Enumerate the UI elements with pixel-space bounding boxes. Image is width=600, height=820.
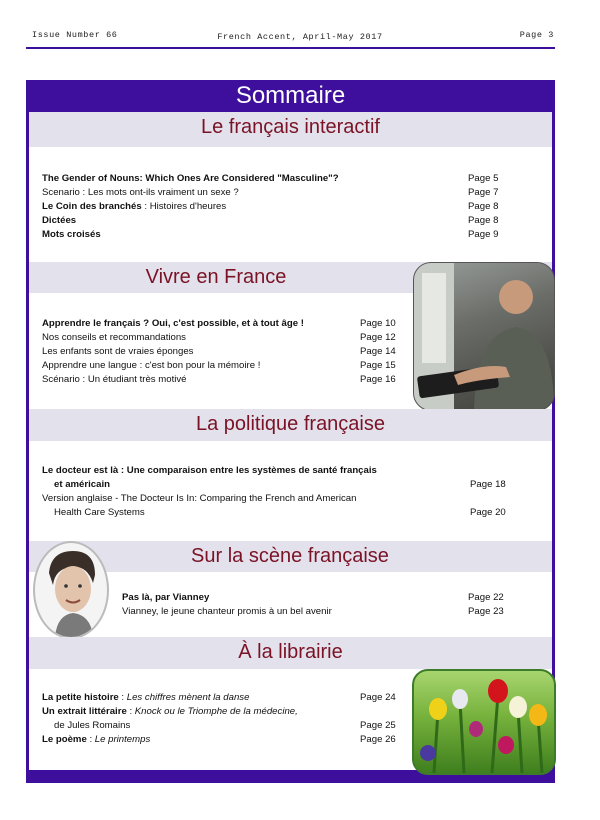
toc-item-title: Nos conseils et recommandations [42,332,186,343]
page-number: Page 3 [519,30,554,40]
toc-item-title [42,706,298,717]
toc-item-page: Page 9 [468,229,499,240]
toc-item-title-continued: et américain [54,479,110,490]
toc-item-page: Page 18 [470,479,506,490]
toc-item-page: Page 16 [360,374,396,385]
toc-item-page: Page 8 [468,215,499,226]
toc-item-title: Dictées [42,215,77,226]
section-title: Le français interactif [201,116,380,138]
contents-title: Sommaire [235,82,346,109]
toc-item-title [42,734,150,745]
toc-item-rest: : Histoires d'heures [141,201,227,212]
toc-item-page: Page 8 [468,201,499,212]
toc-item-bold: Le Coin des branchés [42,201,142,212]
section-title: Sur la scène française [191,545,389,567]
toc-item-italic: Les chiffres mènent la danse [126,692,250,703]
toc-item-rest: : [118,692,127,703]
toc-item-page: Page 7 [468,187,499,198]
section-title: À la librairie [238,641,343,663]
toc-item-page: Page 15 [360,360,396,371]
toc-item-page: Page 10 [360,318,396,329]
toc-item-rest: : [126,706,135,717]
toc-item-page: Page 5 [468,173,499,184]
publication-title: French Accent, April-May 2017 [217,32,383,42]
toc-item-title: Le docteur est là : Une comparaison entre les systèmes de santé français [42,465,377,476]
issue-number: Issue Number 66 [32,30,118,40]
toc-item-italic: Le printemps [94,734,151,745]
toc-item-title: Version anglaise - The Docteur Is In: Comparing the French and American [42,493,357,504]
toc-item-page: Page 14 [360,346,396,357]
toc-item-rest: : [86,734,95,745]
toc-item-title: Scénario : Un étudiant très motivé [42,374,187,385]
toc-item-bold: Un extrait littéraire [42,706,127,717]
vianney-portrait-photo [33,541,109,639]
toc-item-bold: La petite histoire [42,692,119,703]
toc-item-title: Apprendre une langue : c'est bon pour la mémoire ! [42,360,261,371]
toc-item-title [42,201,226,212]
toc-item-page: Page 12 [360,332,396,343]
toc-item-page: Page 26 [360,734,396,745]
toc-item-title: Vianney, le jeune chanteur promis à un bel avenir [122,606,332,617]
section-title: Vivre en France [145,266,287,288]
header-rule [26,47,555,49]
toc-item-page: Page 25 [360,720,396,731]
toc-item-title-continued: Health Care Systems [54,507,145,518]
section-title: La politique française [195,413,385,435]
toc-item-page: Page 22 [468,592,504,603]
man-at-keyboard-photo [413,262,555,411]
toc-item-title: Pas là, par Vianney [122,592,210,603]
toc-item-title: Mots croisés [42,229,101,240]
toc-item-page: Page 24 [360,692,396,703]
toc-item-page: Page 23 [468,606,504,617]
tulips-flowers-photo [412,669,556,775]
toc-item-bold: Le poème [42,734,87,745]
toc-item-title [42,692,249,703]
toc-item-page: Page 20 [470,507,506,518]
toc-item-title: Les enfants sont de vraies éponges [42,346,194,357]
toc-item-title-continued: de Jules Romains [54,720,131,731]
toc-item-italic: Knock ou le Triomphe de la médecine, [134,706,298,717]
toc-item-title: The Gender of Nouns: Which Ones Are Considered "Masculine"? [42,173,339,184]
toc-item-title: Apprendre le français ? Oui, c'est possible, et à tout âge ! [42,318,304,329]
toc-item-title: Scenario : Les mots ont-ils vraiment un sexe ? [42,187,239,198]
